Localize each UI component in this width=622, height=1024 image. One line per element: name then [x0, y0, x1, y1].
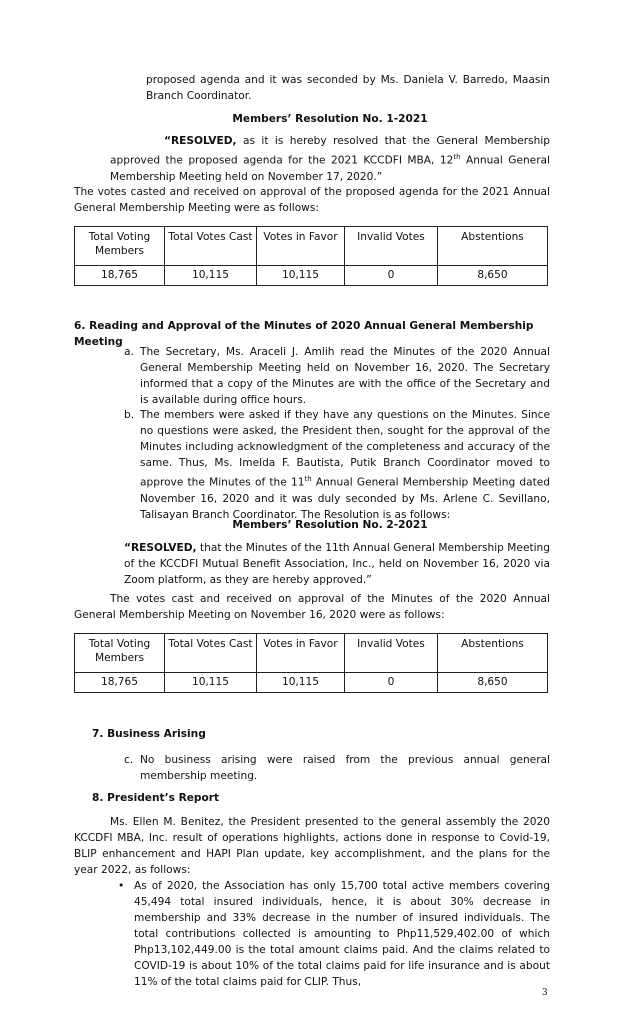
header-abstentions: Abstentions [438, 634, 548, 673]
votes-intro-2: The votes cast and received on approval of the Minutes of the 2020 Annual General Membership Meeting on November 16, 2020 were as follows: [74, 593, 550, 621]
resolution-2-text [124, 540, 550, 588]
cell-votes-in-favor: 10,115 [257, 673, 345, 693]
header-invalid-votes: Invalid Votes [345, 634, 438, 673]
item-b-text [140, 407, 550, 523]
votes-table-1 [74, 226, 548, 286]
header-abstentions: Abstentions [438, 227, 548, 266]
table-header-row [75, 634, 548, 673]
header-invalid-votes: Invalid Votes [345, 227, 438, 266]
header-total-voting-members: Total Voting Members [75, 634, 165, 673]
header-total-voting-members: Total Voting Members [75, 227, 165, 266]
table-header-row [75, 227, 548, 266]
header-votes-in-favor: Votes in Favor [257, 634, 345, 673]
resolution-1-title: Members’ Resolution No. 1-2021 [232, 113, 428, 125]
resolution-1-text [110, 133, 550, 185]
resolution-2-title: Members’ Resolution No. 2-2021 [232, 519, 428, 531]
intro-paragraph: proposed agenda and it was seconded by Ms. Daniela V. Barredo, Maasin Branch Coordinator. [146, 74, 550, 102]
table-row [75, 673, 548, 693]
section-6-heading: 6. Reading and Approval of the Minutes of 2020 Annual General Membership Meeting [74, 320, 534, 348]
cell-total-votes-cast: 10,115 [165, 266, 257, 286]
resolved-word: “RESOLVED, [124, 542, 197, 554]
page-number: 3 [542, 988, 548, 998]
list-marker-a: a. [124, 346, 134, 358]
cell-votes-in-favor: 10,115 [257, 266, 345, 286]
bullet-text: As of 2020, the Association has only 15,700 total active members covering 45,494 total insured individuals, hence, it is about 30% decrease in membership and 33% decrease in the number of insured individuals. The total contributions collected is amounting to Php11,529,402.00 of which Php13,102,449.00 is the total amount claims paid. And the claims related to COVID-19 is about 10% of the total claims paid for life insurance and is about 11% of the total claims paid for CLIP. Thus, [134, 880, 550, 988]
header-total-votes-cast: Total Votes Cast [165, 634, 257, 673]
list-marker-c: c. [124, 754, 134, 766]
ordinal-suffix: th [453, 153, 461, 161]
list-marker-b: b. [124, 409, 135, 421]
header-total-votes-cast: Total Votes Cast [165, 227, 257, 266]
cell-total-voting-members: 18,765 [75, 673, 165, 693]
ordinal-suffix: th [304, 475, 312, 483]
item-a-text: The Secretary, Ms. Araceli J. Amlih read the Minutes of the 2020 Annual General Membership Meeting held on November 16, 2020. The Secretary informed that a copy of the Minutes are with the office of the Secretary and is available during office hours. [140, 346, 550, 406]
item-b-body-b: Annual General Membership Meeting dated November 16, 2020 and it was duly seconded by Ms. Arlene C. Sevillano, Talisayan Branch Coordinator. The Resolution is as follows: [140, 476, 550, 521]
resolution-2-body: that the Minutes of the 11th Annual General Membership Meeting of the KCCDFI Mutual Benefit Association, Inc., held on November 16, 2020 via Zoom platform, as they are hereby approved.” [124, 542, 550, 586]
header-votes-in-favor: Votes in Favor [257, 227, 345, 266]
section-7-heading: 7. Business Arising [92, 728, 206, 740]
item-c-text: No business arising were raised from the previous annual general membership meeting. [140, 754, 550, 782]
cell-invalid-votes: 0 [345, 266, 438, 286]
bullet-marker: • [118, 880, 125, 892]
cell-abstentions: 8,650 [438, 673, 548, 693]
cell-invalid-votes: 0 [345, 673, 438, 693]
president-report-paragraph: Ms. Ellen M. Benitez, the President presented to the general assembly the 2020 KCCDFI MBA, Inc. result of operations highlights, actions done in response to Covid-19, BLIP enhancement and HAPI Plan update, key accomplishment, and the plans for the year 2022, as follows: [74, 816, 550, 876]
item-b-body-a: The members were asked if they have any questions on the Minutes. Since no questions were asked, the President then, sought for the approval of the Minutes including acknowledgment of the completeness and accuracy of the same. Thus, Ms. Imelda F. Bautista, Putik Branch Coordinator moved to approve the Minutes of the 11 [140, 409, 550, 489]
resolution-1-body-a: as it is hereby resolved that the General Membership approved the proposed agenda for the 2021 KCCDFI MBA, 12 [110, 135, 550, 167]
cell-total-voting-members: 18,765 [75, 266, 165, 286]
table-row [75, 266, 548, 286]
section-8-heading: 8. President’s Report [92, 792, 220, 804]
votes-intro-1: The votes casted and received on approval of the proposed agenda for the 2021 Annual General Membership Meeting were as follows: [74, 186, 550, 214]
cell-total-votes-cast: 10,115 [165, 673, 257, 693]
resolution-1-body-b: Annual General Membership Meeting held on November 17, 2020.” [110, 154, 550, 183]
votes-table-2 [74, 633, 548, 693]
cell-abstentions: 8,650 [438, 266, 548, 286]
resolved-word: “RESOLVED, [164, 135, 237, 147]
